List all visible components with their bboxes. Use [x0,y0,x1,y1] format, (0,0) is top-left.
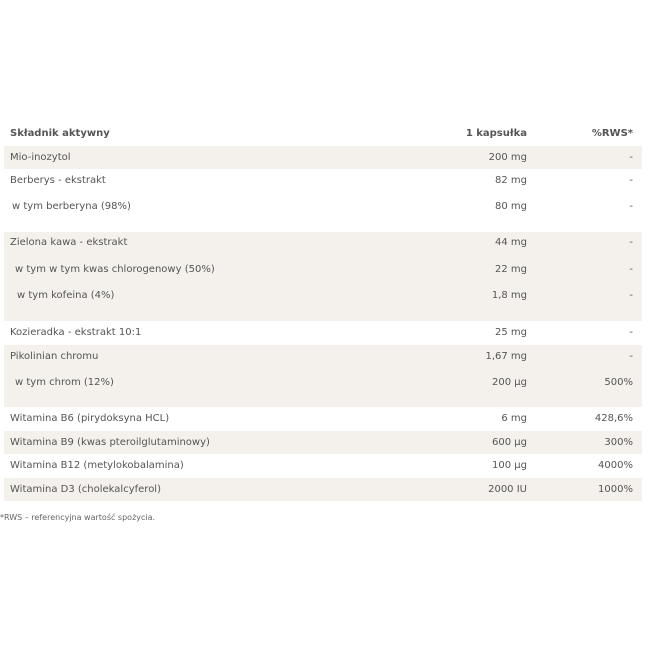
ingredient-name: Mio-inozytol [10,152,71,163]
table-row [4,169,642,232]
ingredient-name: Berberys - ekstrakt [10,175,106,186]
ingredient-name: Witamina B6 (pirydoksyna HCL) [10,413,170,424]
header-rws: %RWS* [591,128,633,139]
ingredient-rws: 1000% [598,484,633,495]
ingredient-name: Pikolinian chromu [10,351,99,362]
nutrition-table [4,121,642,501]
ingredient-rws: - [629,152,633,163]
table-row [4,478,642,501]
ingredient-amount: 100 µg [492,460,527,471]
ingredient-rws: - [629,264,633,275]
table-row [4,146,642,169]
table-row [4,232,642,321]
ingredient-name: w tym berberyna (98%) [12,201,131,212]
ingredient-name: Kozieradka - ekstrakt 10:1 [10,327,142,338]
ingredient-name: w tym w tym kwas chlorogenowy (50%) [15,264,215,275]
ingredient-rws: - [629,175,633,186]
ingredient-amount: 1,67 mg [485,351,527,362]
ingredient-amount: 82 mg [495,175,527,186]
ingredient-amount: 200 µg [492,377,527,388]
header-amount: 1 kapsułka [465,128,527,139]
ingredient-amount: 80 mg [495,201,527,212]
ingredient-rws: - [629,327,633,338]
footnote: *RWS – referencyjna wartość spożycia. [0,513,156,522]
table-header-row [4,121,642,146]
table-row [4,454,642,478]
ingredient-rws: 500% [604,377,633,388]
ingredient-rws: - [629,351,633,362]
table-row [4,407,642,431]
ingredient-amount: 6 mg [501,413,527,424]
ingredient-name: Witamina D3 (cholekalcyferol) [10,484,161,495]
ingredient-name: w tym chrom (12%) [15,377,114,388]
ingredient-rws: - [629,201,633,212]
ingredient-rws: - [629,290,633,301]
ingredient-name: w tym kofeina (4%) [17,290,115,301]
ingredient-amount: 25 mg [495,327,527,338]
table-row [4,431,642,454]
ingredient-rws: 428,6% [594,413,633,424]
ingredient-rws: 300% [604,437,633,448]
header-ingredient: Składnik aktywny [10,128,110,139]
ingredient-name: Witamina B9 (kwas pteroilglutaminowy) [10,437,210,448]
table-row [4,321,642,345]
ingredient-rws: 4000% [598,460,633,471]
ingredient-amount: 1,8 mg [491,290,527,301]
ingredient-amount: 22 mg [495,264,527,275]
ingredient-amount: 44 mg [495,237,527,248]
ingredient-amount: 600 µg [492,437,527,448]
ingredient-name: Zielona kawa - ekstrakt [10,237,128,248]
ingredient-rws: - [629,237,633,248]
table-row [4,345,642,407]
ingredient-name: Witamina B12 (metylokobalamina) [10,460,184,471]
ingredient-amount: 200 mg [488,152,527,163]
ingredient-amount: 2000 IU [488,484,527,495]
